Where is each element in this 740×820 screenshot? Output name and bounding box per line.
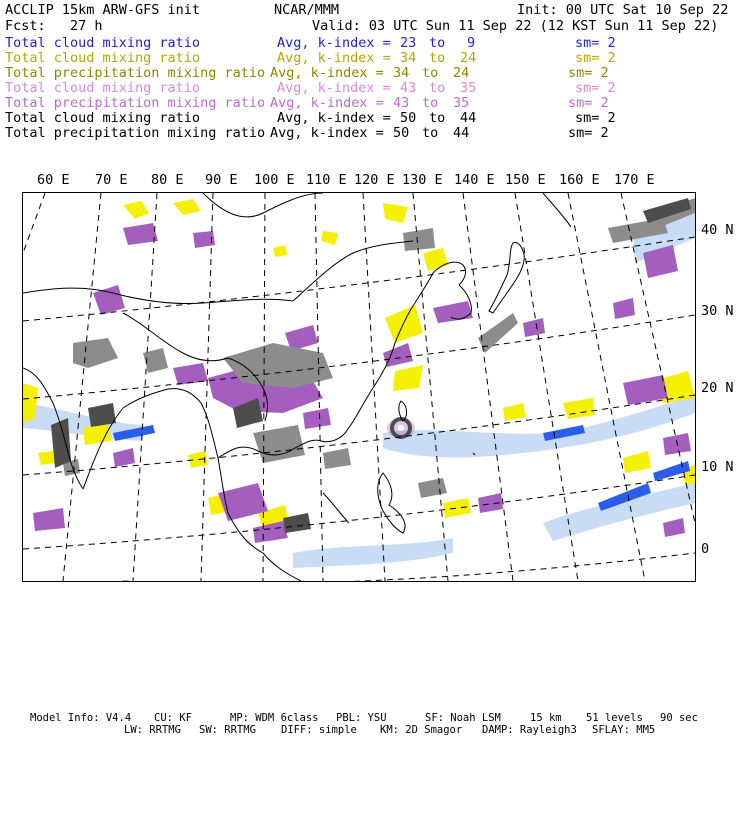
legend-to: to bbox=[422, 65, 439, 81]
legend-k-to: 35 bbox=[460, 80, 477, 96]
legend-to: to bbox=[429, 50, 446, 66]
model-info-item: SW: RRTMG bbox=[199, 724, 256, 736]
legend-to: to bbox=[429, 80, 446, 96]
model-info-item: LW: RRTMG bbox=[124, 724, 181, 736]
lon-label: 150 E bbox=[505, 172, 546, 188]
model-info-item: SF: Noah LSM bbox=[425, 712, 501, 724]
lat-label: 0 bbox=[701, 541, 710, 557]
legend-k-from: 50 bbox=[400, 110, 417, 126]
lon-label: 170 E bbox=[614, 172, 655, 188]
legend-k-to: 44 bbox=[460, 110, 477, 126]
legend-k-from: 50 bbox=[393, 125, 410, 141]
lon-label: 70 E bbox=[95, 172, 128, 188]
legend-avg: Avg, k-index = bbox=[270, 125, 384, 141]
legend-sm: sm= 2 bbox=[575, 80, 616, 96]
light-blue-swaths bbox=[23, 205, 695, 568]
model-info-item: 15 km bbox=[530, 712, 562, 724]
gray-cloud bbox=[63, 198, 695, 498]
model-info-item: Model Info: V4.4 bbox=[30, 712, 132, 724]
model-info-item: CU: KF bbox=[154, 712, 192, 724]
legend-sm: sm= 2 bbox=[568, 125, 609, 141]
model-info-line2 bbox=[124, 724, 656, 808]
cloud-fields bbox=[23, 198, 695, 568]
legend-avg: Avg, k-index = bbox=[270, 95, 384, 111]
lon-label: 160 E bbox=[559, 172, 600, 188]
magenta-cloud bbox=[33, 223, 691, 543]
legend-k-to: 35 bbox=[453, 95, 470, 111]
lat-label: 10 N bbox=[701, 459, 734, 475]
legend-field: Total cloud mixing ratio bbox=[5, 35, 201, 51]
model-info-item: PBL: YSU bbox=[336, 712, 387, 724]
legend-to: to bbox=[429, 35, 446, 51]
legend-sm: sm= 2 bbox=[575, 50, 616, 66]
lon-label: 110 E bbox=[306, 172, 347, 188]
lon-label: 140 E bbox=[454, 172, 495, 188]
legend-k-from: 34 bbox=[393, 65, 410, 81]
lon-label: 90 E bbox=[205, 172, 238, 188]
model-info-item: SFLAY: MM5 bbox=[592, 724, 656, 736]
legend-field: Total cloud mixing ratio bbox=[5, 50, 201, 66]
model-info-item: 90 sec bbox=[660, 712, 698, 724]
legend-k-to: 24 bbox=[460, 50, 477, 66]
legend-to: to bbox=[422, 125, 439, 141]
legend-avg: Avg, k-index = bbox=[270, 65, 384, 81]
legend-k-to: 44 bbox=[453, 125, 470, 141]
model-info-item: DIFF: simple bbox=[281, 724, 357, 736]
legend-sm: sm= 2 bbox=[568, 65, 609, 81]
yellow-cloud bbox=[23, 199, 695, 529]
map-canvas bbox=[23, 193, 695, 581]
legend-avg: Avg, k-index = bbox=[277, 80, 391, 96]
legend-k-from: 23 bbox=[400, 35, 417, 51]
legend-sm: sm= 2 bbox=[568, 95, 609, 111]
legend-field: Total cloud mixing ratio bbox=[5, 80, 201, 96]
init-time: Init: 00 UTC Sat 10 Sep 22 bbox=[517, 2, 729, 18]
legend-sm: sm= 2 bbox=[575, 35, 616, 51]
model-info-item: KM: 2D Smagor bbox=[380, 724, 463, 736]
legend-to: to bbox=[422, 95, 439, 111]
organization: NCAR/MMM bbox=[274, 2, 340, 18]
typhoon bbox=[387, 418, 415, 438]
legend-sm: sm= 2 bbox=[575, 110, 616, 126]
model-title: ACCLIP 15km ARW-GFS init bbox=[5, 2, 201, 18]
model-info-item: DAMP: Rayleigh3 bbox=[482, 724, 577, 736]
lon-label: 60 E bbox=[37, 172, 70, 188]
lon-label: 100 E bbox=[254, 172, 295, 188]
valid-time: Valid: 03 UTC Sun 11 Sep 22 (12 KST Sun 11 Sep 22) bbox=[312, 18, 719, 34]
lat-label: 20 N bbox=[701, 380, 734, 396]
model-info-item: 51 levels bbox=[586, 712, 643, 724]
forecast-hour: Fcst: 27 h bbox=[5, 18, 103, 34]
legend-k-to: 24 bbox=[453, 65, 470, 81]
legend-k-from: 34 bbox=[400, 50, 417, 66]
legend-field: Total precipitation mixing ratio bbox=[5, 125, 266, 141]
lat-label: 30 N bbox=[701, 303, 734, 319]
legend-k-from: 43 bbox=[393, 95, 410, 111]
legend-field: Total precipitation mixing ratio bbox=[5, 65, 266, 81]
legend-avg: Avg, k-index = bbox=[277, 35, 391, 51]
legend-to: to bbox=[429, 110, 446, 126]
legend-k-to: 9 bbox=[467, 35, 476, 51]
legend-field: Total precipitation mixing ratio bbox=[5, 95, 266, 111]
model-info-item: MP: WDM 6class bbox=[230, 712, 319, 724]
lon-label: 130 E bbox=[402, 172, 443, 188]
legend-avg: Avg, k-index = bbox=[277, 50, 391, 66]
legend-field: Total cloud mixing ratio bbox=[5, 110, 201, 126]
lon-label: 120 E bbox=[354, 172, 395, 188]
lat-label: 40 N bbox=[701, 222, 734, 238]
legend-avg: Avg, k-index = bbox=[277, 110, 391, 126]
legend-k-from: 43 bbox=[400, 80, 417, 96]
forecast-map bbox=[22, 192, 696, 582]
lon-label: 80 E bbox=[151, 172, 184, 188]
